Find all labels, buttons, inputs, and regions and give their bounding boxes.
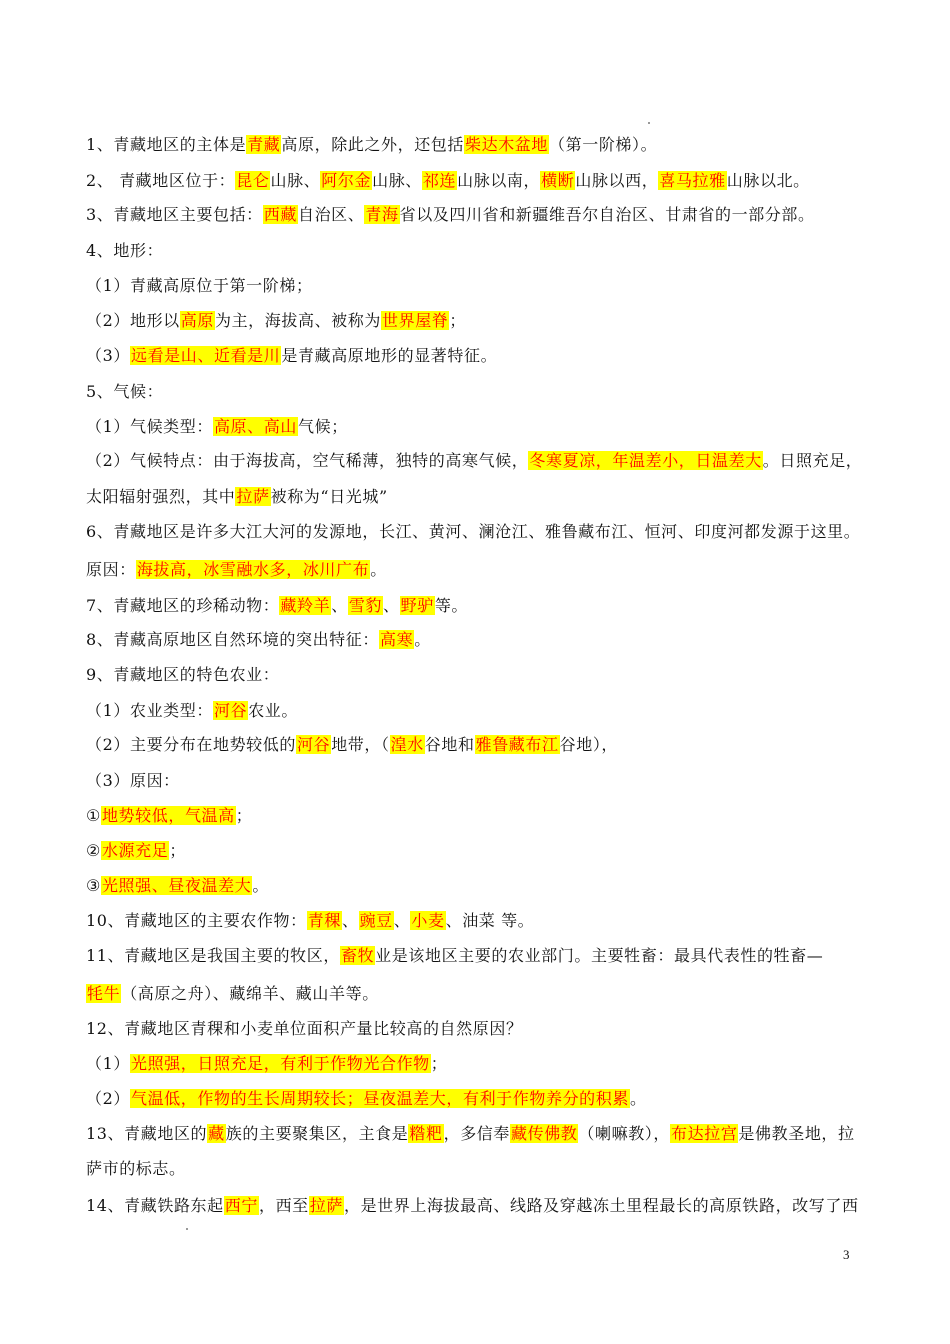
highlighted-keyword: 畜牧 (340, 946, 375, 965)
text-segment: 气候； (298, 417, 348, 436)
text-segment: 被称为“日光城” (270, 487, 388, 506)
highlighted-keyword: 青藏 (247, 135, 281, 154)
speck-bottom (186, 1228, 188, 1230)
text-segment: （1）农业类型： (86, 701, 213, 720)
text-line (86, 983, 379, 1005)
text-segment: 等。 (434, 596, 469, 615)
text-segment: （2）地形以 (86, 311, 180, 330)
highlighted-keyword: 青稞 (307, 911, 341, 930)
highlighted-keyword: 柴达木盆地 (465, 135, 549, 154)
text-segment: 8、青藏高原地区自然环境的突出特征： (86, 630, 379, 649)
highlighted-keyword: 拉萨 (309, 1196, 343, 1215)
text-segment: 谷地和 (424, 735, 475, 754)
text-segment: 太阳辐射强烈，其中 (86, 487, 236, 506)
highlighted-keyword: 高寒 (379, 630, 414, 649)
text-segment: 11、青藏地区是我国主要的牧区， (86, 946, 340, 965)
text-line (86, 629, 431, 651)
text-segment: （1）气候类型： (86, 417, 213, 436)
highlighted-keyword: 昆仑 (236, 171, 270, 190)
text-line (86, 450, 862, 472)
text-line (86, 486, 388, 508)
text-line (86, 805, 252, 827)
text-segment: 12、青藏地区青稞和小麦单位面积产量比较高的自然原因？ (86, 1019, 523, 1038)
text-line (86, 1053, 447, 1075)
text-segment: 地带，（ (331, 735, 390, 754)
highlighted-keyword: 地势较低，气温高 (101, 806, 235, 825)
text-segment: （2）主要分布在地势较低的 (86, 735, 296, 754)
text-segment: 山脉以西， (575, 171, 659, 190)
highlighted-keyword: 喜马拉雅 (659, 171, 726, 190)
text-line (86, 840, 186, 862)
text-segment: ； (449, 311, 467, 330)
text-line (86, 595, 468, 617)
text-segment: （2） (86, 1089, 130, 1108)
text-segment: 、油菜 等。 (445, 911, 535, 930)
text-line (86, 1018, 523, 1040)
text-line (86, 875, 269, 897)
highlighted-keyword: 糌粑 (409, 1124, 443, 1143)
highlighted-keyword: 光照强，日照充足，有利于作物光合作物 (130, 1054, 430, 1073)
speck-top (648, 122, 650, 124)
text-segment: 高原，除此之外，还包括 (281, 135, 464, 154)
text-segment: 2、 青藏地区位于： (86, 171, 236, 190)
text-segment: 族的主要聚集区，主食是 (225, 1124, 409, 1143)
text-segment: 、 (331, 596, 348, 615)
text-segment: 省以及四川省和新疆维吾尔自治区、甘肃省的一部分部。 (399, 205, 815, 224)
highlighted-keyword: 雪豹 (348, 596, 383, 615)
highlighted-keyword: 气温低，作物的生长周期较长；昼夜温差大，有利于作物养分的积累 (130, 1089, 629, 1108)
highlighted-keyword: 西宁 (224, 1196, 258, 1215)
text-segment: ； (235, 806, 253, 825)
text-segment: 。 (630, 1089, 647, 1108)
text-segment: 原因： (86, 560, 136, 579)
text-line (86, 134, 657, 156)
highlighted-keyword: 高原 (180, 311, 214, 330)
text-segment: 农业。 (248, 701, 298, 720)
text-segment: ③ (86, 876, 101, 895)
page-number: 3 (843, 1247, 850, 1262)
highlighted-keyword: 世界屋脊 (382, 311, 449, 330)
highlighted-keyword: 雅鲁藏布江 (475, 735, 559, 754)
highlighted-keyword: 豌豆 (359, 911, 393, 930)
text-line (86, 700, 298, 722)
text-line (86, 1158, 186, 1180)
text-segment: 山脉以南， (457, 171, 541, 190)
text-segment: 是青藏高原地形的显著特征。 (281, 346, 498, 365)
text-segment: 13、青藏地区的 (86, 1124, 208, 1143)
text-line (86, 240, 163, 262)
text-segment: （1） (86, 1054, 130, 1073)
text-line (86, 416, 348, 438)
text-segment: 、 (393, 911, 411, 930)
text-segment: （1）青藏高原位于第一阶梯； (86, 276, 313, 295)
highlighted-keyword: 小麦 (411, 911, 445, 930)
text-segment: 14、青藏铁路东起 (86, 1196, 224, 1215)
text-segment: 是佛教圣地，拉 (738, 1124, 855, 1143)
text-line (86, 664, 279, 686)
text-segment: 山脉以北。 (726, 171, 810, 190)
highlighted-keyword: 海拔高，冰雪融水多，冰川广布 (136, 560, 370, 579)
text-segment: 。 (370, 560, 387, 579)
text-line (86, 734, 618, 756)
highlighted-keyword: 藏 (208, 1124, 225, 1143)
text-segment: 为主，海拔高、被称为 (214, 311, 381, 330)
text-line (86, 345, 497, 367)
text-segment: 萨市的标志。 (86, 1159, 186, 1178)
text-line (86, 770, 180, 792)
highlighted-keyword: 西藏 (263, 205, 297, 224)
highlighted-keyword: 祁连 (422, 171, 457, 190)
highlighted-keyword: 冬寒夏凉，年温差小，日温差大 (529, 451, 762, 470)
text-segment: 5、气候： (86, 382, 164, 401)
highlighted-keyword: 河谷 (296, 735, 331, 754)
highlighted-keyword: 湟水 (390, 735, 424, 754)
text-line (86, 310, 466, 332)
highlighted-keyword: 青海 (365, 205, 399, 224)
text-segment: （2）气候特点：由于海拔高，空气稀薄，独特的高寒气候， (86, 451, 529, 470)
text-line (86, 910, 534, 932)
text-segment: 10、青藏地区的主要农作物： (86, 911, 307, 930)
text-segment: ，是世界上海拔最高、线路及穿越冻土里程最长的高原铁路，改写了西 (343, 1196, 859, 1215)
highlighted-keyword: 拉萨 (236, 487, 270, 506)
highlighted-keyword: 野驴 (400, 596, 434, 615)
text-segment: 山脉、 (372, 171, 422, 190)
text-line (86, 1195, 859, 1217)
text-line (86, 1123, 855, 1145)
highlighted-keyword: 高原、高山 (213, 417, 297, 436)
text-segment: 6、青藏地区是许多大江大河的发源地，长江、黄河、澜沧江、雅鲁藏布江、恒河、印度河都发源于这里。 (86, 522, 861, 541)
text-line (86, 381, 163, 403)
text-line (86, 559, 387, 581)
text-segment: ② (86, 841, 101, 860)
text-segment: ； (430, 1054, 448, 1073)
text-segment: ； (169, 841, 186, 860)
text-segment: ① (86, 806, 101, 825)
text-segment: （高原之舟）、藏绵羊、藏山羊等。 (121, 984, 379, 1003)
text-segment: 、 (383, 596, 400, 615)
highlighted-keyword: 阿尔金 (321, 171, 372, 190)
text-segment: 。 (252, 876, 269, 895)
text-segment: 、 (341, 911, 359, 930)
text-segment: 业是该地区主要的农业部门。主要牲畜：最具代表性的牲畜— (375, 946, 824, 965)
text-segment: （3） (86, 346, 130, 365)
text-segment: 山脉、 (270, 171, 321, 190)
text-segment: 谷地）， (559, 735, 619, 754)
text-segment: 4、地形： (86, 241, 164, 260)
highlighted-keyword: 水源充足 (101, 841, 169, 860)
text-line (86, 521, 860, 543)
text-line (86, 204, 815, 226)
text-line (86, 1088, 647, 1110)
text-segment: 1、青藏地区的主体是 (86, 135, 247, 154)
text-segment: （第一阶梯）。 (549, 135, 658, 154)
highlighted-keyword: 藏传佛教 (511, 1124, 578, 1143)
text-line (86, 945, 823, 967)
text-segment: （3）原因： (86, 771, 180, 790)
text-segment: 自治区、 (297, 205, 365, 224)
highlighted-keyword: 河谷 (213, 701, 248, 720)
highlighted-keyword: 横断 (541, 171, 575, 190)
highlighted-keyword: 光照强、昼夜温差大 (101, 876, 252, 895)
text-segment: ，西至 (258, 1196, 309, 1215)
text-segment: 3、青藏地区主要包括： (86, 205, 263, 224)
text-segment: 。 (414, 630, 431, 649)
highlighted-keyword: 牦牛 (87, 984, 121, 1003)
text-segment: 9、青藏地区的特色农业： (86, 665, 280, 684)
text-line (86, 275, 313, 297)
highlighted-keyword: 布达拉宫 (671, 1124, 738, 1143)
text-segment: （喇嘛教）， (578, 1124, 671, 1143)
text-line (86, 170, 810, 192)
text-segment: 7、青藏地区的珍稀动物： (86, 596, 280, 615)
text-segment: 。日照充足， (762, 451, 863, 470)
highlighted-keyword: 藏羚羊 (280, 596, 331, 615)
highlighted-keyword: 远看是山、近看是川 (130, 346, 281, 365)
text-segment: ，多信奉 (443, 1124, 510, 1143)
